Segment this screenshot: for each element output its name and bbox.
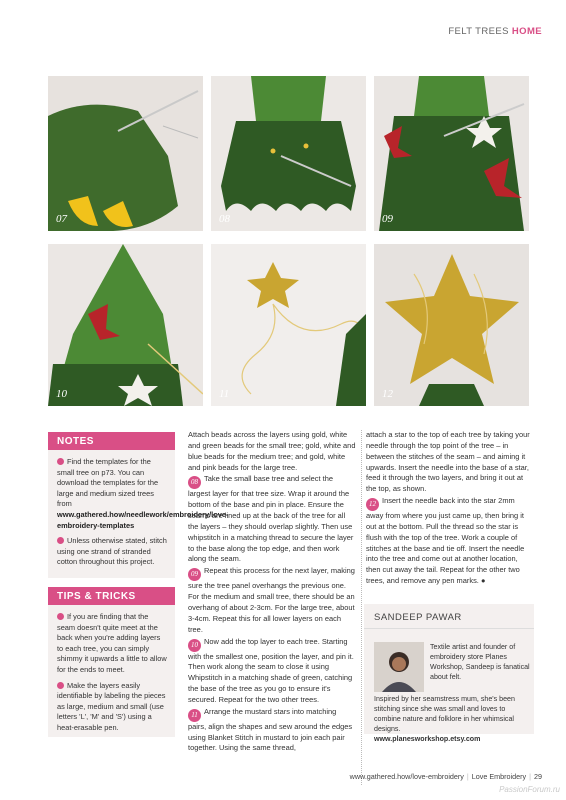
end-mark-icon: ●	[480, 576, 486, 586]
step-photo-10	[48, 244, 203, 406]
notes-text-1: Find the templates for the small tree on p73. You can download the templates for the large and medium sized trees from	[57, 457, 159, 509]
step-photo-09	[374, 76, 529, 231]
designer-portrait	[374, 642, 424, 692]
step-number-12: 12	[366, 498, 379, 511]
tips-text-1: If you are finding that the seam doesn't quite meet at the back when you're adding layers to each tree, you can simply shimmy it upwards a little to allow for the ends to meet.	[57, 612, 167, 674]
designer-website-link[interactable]: www.planesworkshop.etsy.com	[374, 735, 481, 743]
step-number-11: 11	[188, 709, 201, 722]
templates-link[interactable]: www.gathered.how/needlework/embroidery/love-embroidery-templates	[57, 509, 229, 530]
footer-magazine: Love Embroidery	[471, 772, 527, 781]
bio-text-2: Inspired by her seamstress mum, she's been stitching since she was small and loves to combine nature and folklore in her whimsical designs.	[374, 695, 515, 733]
photo-number: 09	[382, 213, 393, 225]
photo-07-image	[48, 76, 203, 231]
photo-number: 12	[382, 388, 393, 400]
step-11-text: Arrange the mustard stars into matching pairs, align the shapes and sew around the edges using Blanket Stitch in mustard to join each pair together. Using the same thread,	[188, 706, 353, 753]
photo-10-image	[48, 244, 203, 406]
photo-number: 07	[56, 213, 67, 225]
step-10-text: Now add the top layer to each tree. Starting with the smallest one, position the layer, and pin it. Then work along the seam to close it using Whipstitch in a matching shade of green, catching the base of the tree as you go to ensure it's secured. Repeat for the two other trees.	[188, 636, 354, 704]
photo-12-image	[374, 244, 529, 406]
footer-url[interactable]: www.gathered.how/love-embroidery	[349, 772, 464, 781]
step-number-09: 09	[188, 568, 201, 581]
bullet-icon	[57, 458, 64, 465]
column-divider	[361, 430, 362, 785]
bio-title: SANDEEP PAWAR	[374, 612, 462, 623]
instructions-column-2	[366, 430, 534, 587]
photo-08-image	[211, 76, 366, 231]
bio-text-1: Textile artist and founder of embroidery store Planes Workshop, Sandeep is fanatical about felt.	[430, 643, 530, 681]
step-12-text: Insert the needle back into the star 2mm away from where you just came up, then bring it out at the bottom. Pull the thread so the star is flush with the top of the tree. Work a couple of stitches at the base and tie off. Insert the needle into the tree and come out at another location, then cut away the tail. Repeat for the other two trees, and remove any pen marks.	[366, 496, 525, 586]
notes-title: NOTES	[48, 432, 175, 450]
tips-title: TIPS & TRICKS	[48, 587, 175, 605]
section-title: FELT TREES	[448, 26, 509, 37]
bullet-icon	[57, 613, 64, 620]
brand-label: HOME	[511, 26, 542, 37]
page-footer: www.gathered.how/love-embroidery | Love Embroidery | 29	[349, 772, 542, 781]
col1-intro: Attach beads across the layers using gold, white and green beads for the small tree; gold, white and blue beads for the medium tree; and gold, white and pink beads for the large tree.	[188, 430, 356, 472]
bio-divider	[364, 628, 534, 629]
watermark: PassionForum.ru	[499, 785, 560, 794]
step-09-text: Repeat this process for the next layer, making sure the tree panel overhangs the previous one. For the medium and small tree, there should be an overhang of about 2-3cm. For the large tree, about 3-4cm. Repeat this for all lower layers on each tree.	[188, 566, 355, 634]
step-08-text: Take the small base tree and select the largest layer for that tree size. Wrap it around the bottom of the base and pin in place. Ensure the seams are lined up at the back of the tree for all the layers – they should overlap slightly. Then use whipstitch in a matching thread to secure the layer to the base along the top edge, and then work along the seam.	[188, 474, 354, 564]
step-photo-11	[211, 244, 366, 406]
step-photo-07	[48, 76, 203, 231]
step-photo-08	[211, 76, 366, 231]
bullet-icon	[57, 682, 64, 689]
col2-intro: attach a star to the top of each tree by taking your needle through the top point of the tree – in between the stitches of the seam – and aiming it upwards. Insert the needle into the base of a star, feed it through the two layers, and bring it out at the top, as shown.	[366, 430, 530, 494]
instructions-column-1	[188, 430, 356, 754]
photo-11-image	[211, 244, 366, 406]
notes-text-2: Unless otherwise stated, stitch using one strand of stranded cotton throughout this project.	[57, 536, 167, 567]
step-photo-12	[374, 244, 529, 406]
tips-text-2: Make the layers easily identifiable by labeling the pieces as large, medium and small (use letters 'L', 'M' and 'S') using a heat-erasable pen.	[57, 680, 166, 732]
bullet-icon	[57, 537, 64, 544]
photo-number: 11	[219, 388, 230, 400]
page-number: 29	[534, 772, 542, 781]
photo-number: 10	[56, 388, 67, 400]
step-number-10: 10	[188, 639, 201, 652]
photo-09-image	[374, 76, 529, 231]
designer-bio-box	[364, 604, 534, 743]
tips-box	[48, 587, 175, 737]
page-header	[448, 26, 542, 37]
photo-number: 08	[219, 213, 230, 225]
step-number-08: 08	[188, 476, 201, 489]
